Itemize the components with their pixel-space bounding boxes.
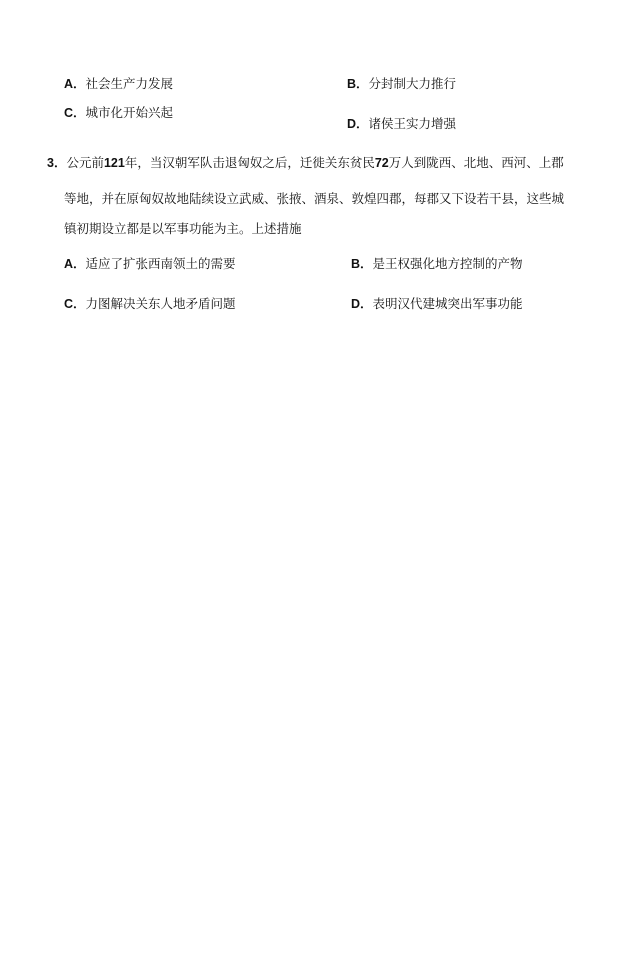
q2-option-b-text: 分封制大力推行 [368,76,457,91]
q2-option-c-text: 城市化开始兴起 [85,105,174,120]
q3-number: 3． [47,156,67,170]
q2-option-d [347,116,456,132]
q3-stem-part1: 公元前 [66,155,104,170]
q3-stem-line-3: 镇初期设立都是以军事功能为主。上述措施 [64,221,302,236]
q2-option-d-text: 诸侯王实力增强 [368,116,457,131]
q3-option-a-letter: A． [64,257,86,271]
q3-option-c [64,296,236,312]
q3-option-b-text: 是王权强化地方控制的产物 [372,256,523,271]
q3-stem-line-2: 等地，并在原匈奴故地陆续设立武威、张掖、酒泉、敦煌四郡，每郡又下设若干县，这些城 [64,191,565,206]
q2-option-d-letter: D． [347,117,369,131]
q3-option-d-letter: D． [351,297,373,311]
q2-option-b [347,76,456,92]
q3-stem-part2: 年，当汉朝军队击退匈奴之后，迁徙关东贫民 [124,155,375,170]
q2-option-c [64,105,173,121]
q3-option-a [64,256,236,272]
q2-option-a-text: 社会生产力发展 [85,76,174,91]
q2-option-a [64,76,173,92]
q2-option-c-letter: C． [64,106,86,120]
q3-stem-part3: 万人到陇西、北地、西河、上郡 [388,155,564,170]
q3-count: 72 [374,156,389,170]
q3-option-b-letter: B． [351,257,373,271]
q3-stem-line-1 [47,155,564,171]
q3-option-d-text: 表明汉代建城突出军事功能 [372,296,523,311]
q3-year: 121 [103,156,125,170]
q2-option-a-letter: A． [64,77,86,91]
q3-option-c-letter: C． [64,297,86,311]
q3-option-b [351,256,523,272]
q2-option-b-letter: B． [347,77,369,91]
q3-option-a-text: 适应了扩张西南领土的需要 [85,256,236,271]
q3-option-c-text: 力图解决关东人地矛盾问题 [85,296,236,311]
q3-option-d [351,296,523,312]
